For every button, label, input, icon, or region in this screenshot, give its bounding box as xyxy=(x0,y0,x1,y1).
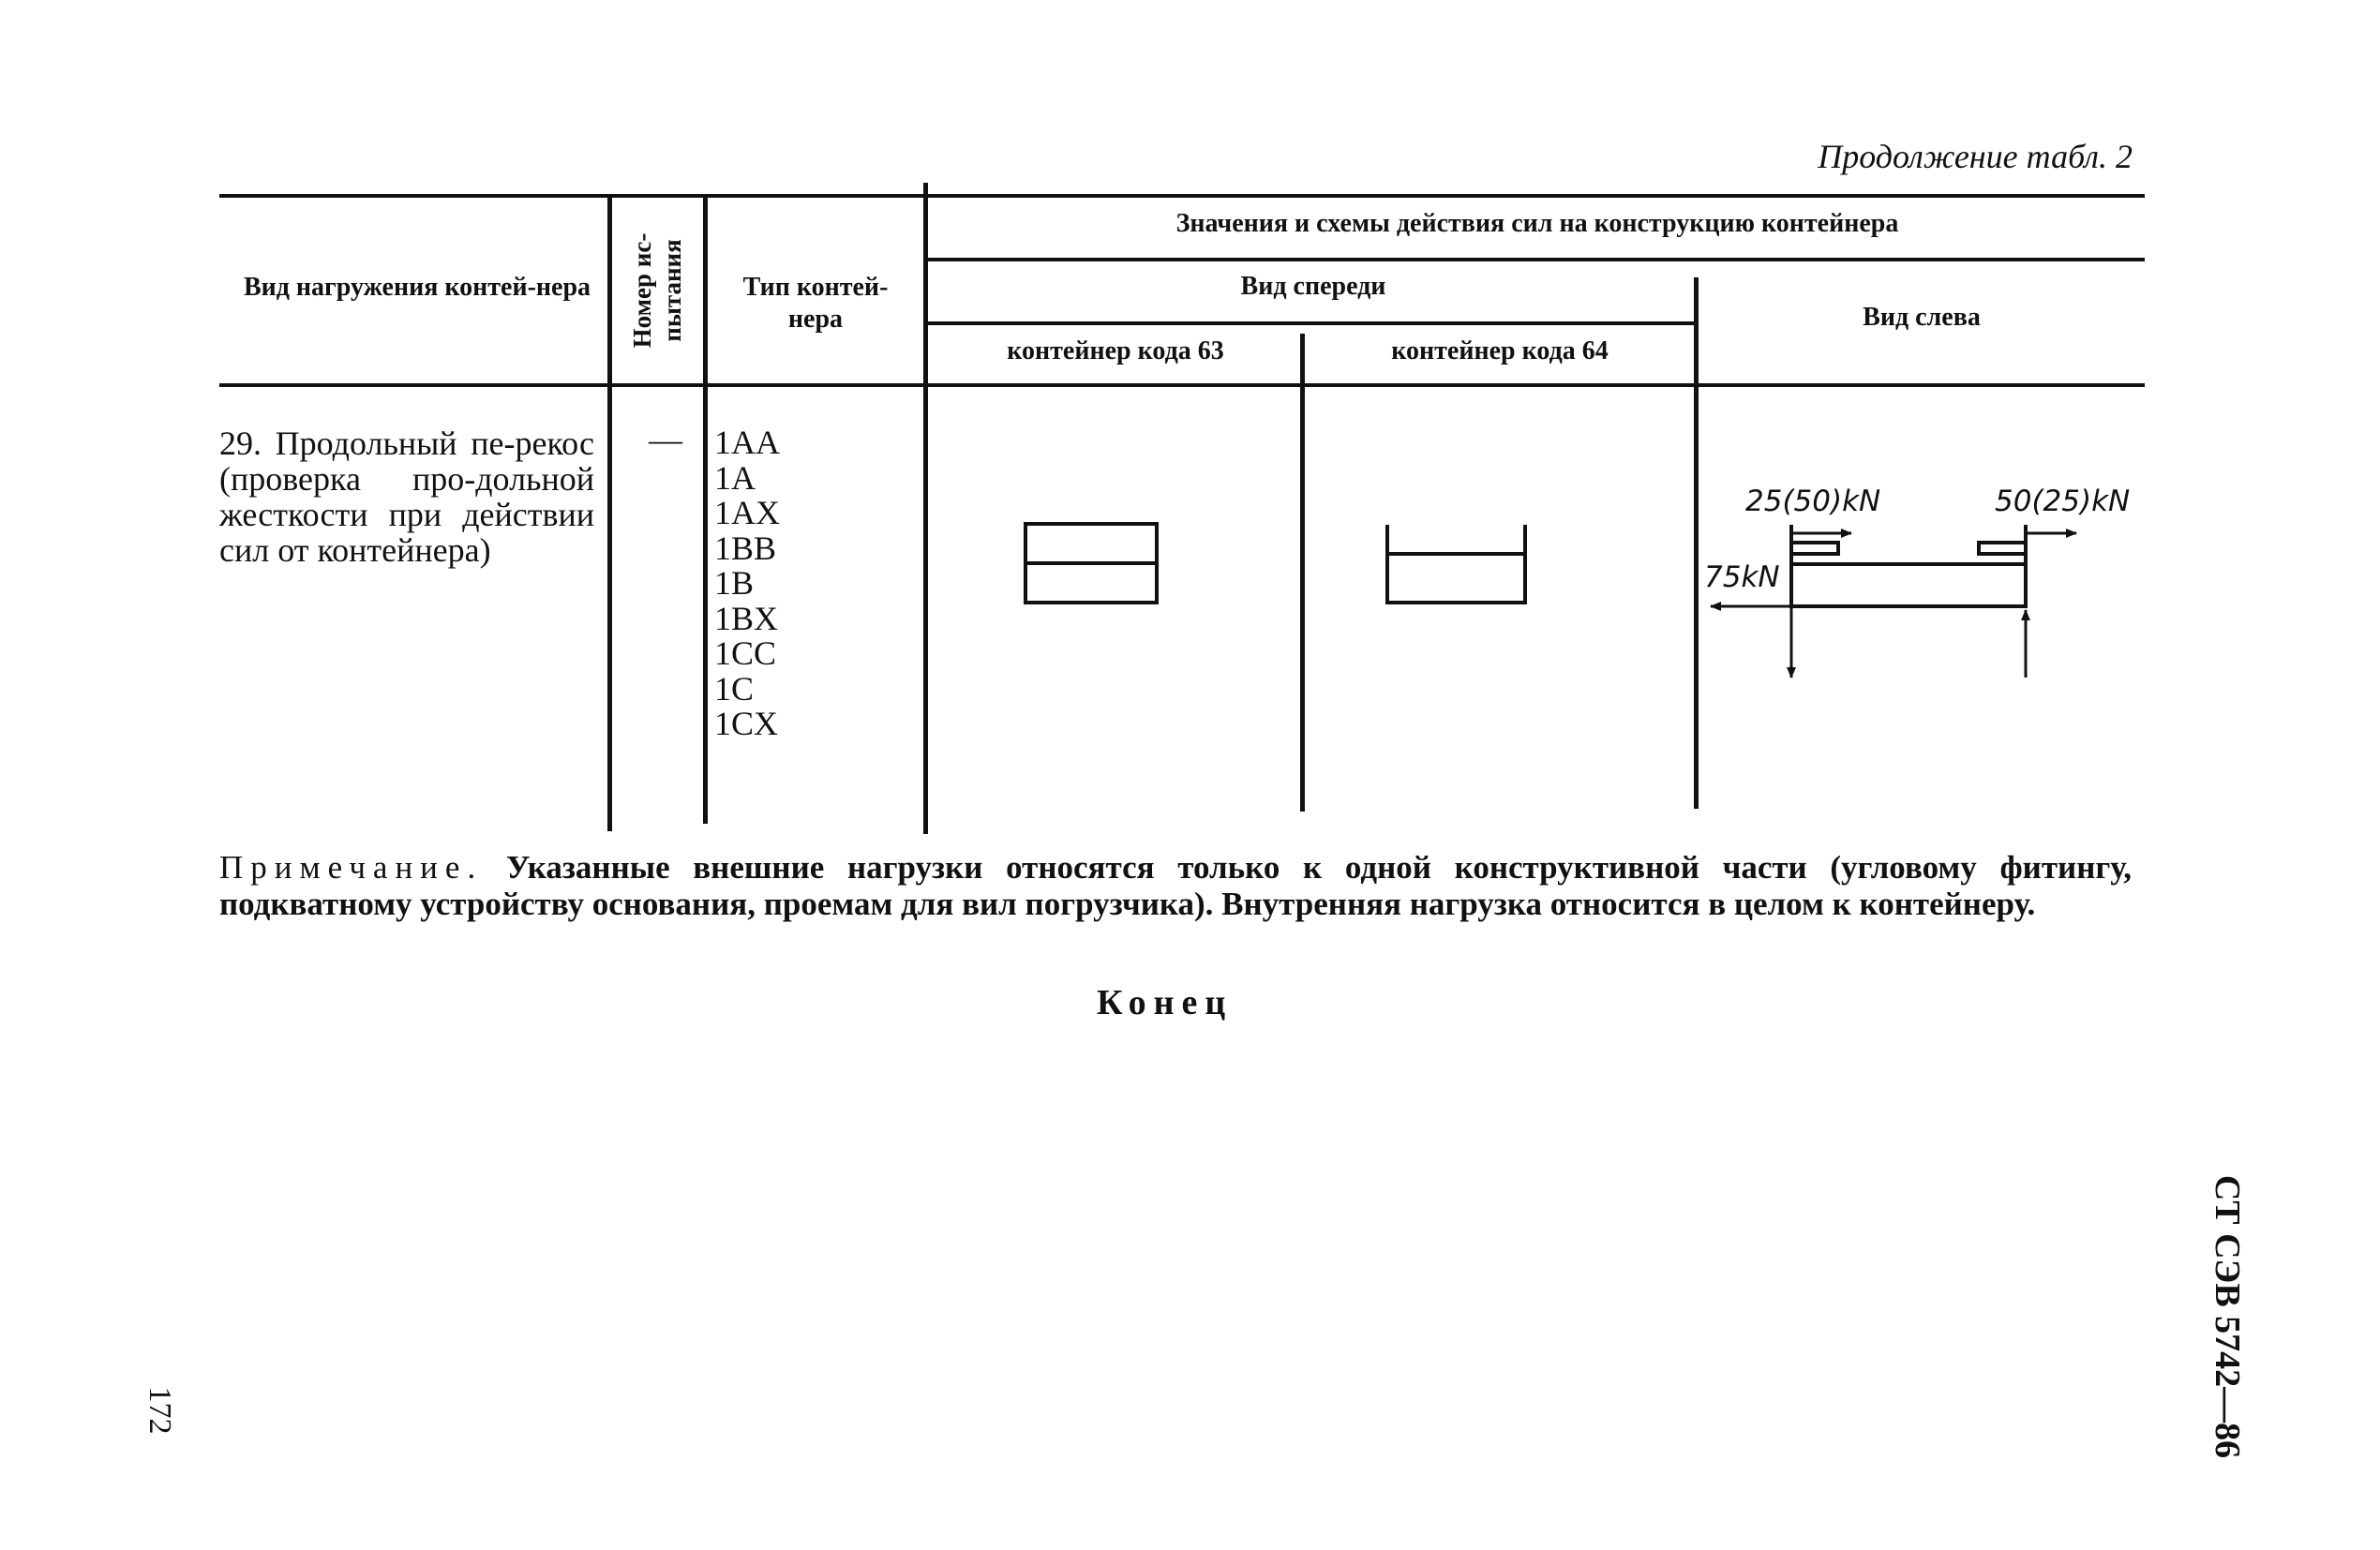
container-type-item: 1CX xyxy=(714,705,779,742)
header-load-type: Вид нагружения контей-нера xyxy=(243,273,591,302)
header-left-view: Вид слева xyxy=(1863,303,1981,332)
table-caption: Продолжение табл. 2 xyxy=(1818,138,2133,175)
container-side-outline xyxy=(1791,564,2026,606)
note-text: Указанные внешние нагрузки относятся только к одной конструктивной части (угловому фитингу, подкватному устройству основания, проемам для вил погрузчика). Внутренняя нагрузка относится в целом к контейнеру. xyxy=(219,849,2133,922)
force-right-label: 50(25)kN xyxy=(1995,484,2131,518)
page-number-text: 172 xyxy=(142,1386,177,1435)
container-type-item: 1C xyxy=(714,669,755,708)
header-values-group: Значения и схемы действия сил на конструкцию контейнера xyxy=(1175,209,1899,238)
force-bottom-label: 75kN xyxy=(1704,560,1780,594)
container-type-item: 1AA xyxy=(714,424,780,461)
header-test-number xyxy=(611,199,703,382)
code64-diagram xyxy=(1383,520,1533,609)
standard-code xyxy=(2189,1148,2266,1485)
row-test-number: — xyxy=(649,421,682,458)
header-test-number-line2: пытания xyxy=(658,239,686,342)
header-code63: контейнер кода 63 xyxy=(1007,336,1224,365)
table-top-rule xyxy=(219,194,2145,198)
right-load-block xyxy=(1979,543,2026,554)
row-load-type: 29. Продольный пе-рекос (проверка про-дольной жесткости при действии сил от контейнера) xyxy=(219,425,594,569)
front-view-rule xyxy=(928,321,1697,325)
col-divider-4 xyxy=(1300,334,1305,812)
container-type-item: 1BX xyxy=(714,599,779,637)
header-bottom-rule xyxy=(219,383,2145,387)
header-test-number-line1: Номер ис- xyxy=(628,232,656,349)
left-load-block xyxy=(1791,543,1838,554)
note-paragraph xyxy=(219,849,2132,922)
container-type-item: 1CC xyxy=(714,634,777,672)
header-front-view: Вид спереди xyxy=(1240,272,1386,301)
col-divider-3 xyxy=(923,183,928,834)
container-type-item: 1AX xyxy=(714,494,780,531)
note-lead: Примечание. xyxy=(219,849,484,886)
left-view-diagram xyxy=(1701,520,2161,689)
container-type-item: 1A xyxy=(714,458,756,497)
header-container-type: Тип контей-нера xyxy=(742,273,889,334)
page-number xyxy=(141,1378,178,1443)
container-type-list xyxy=(714,425,780,742)
header-code64: контейнер кода 64 xyxy=(1391,336,1609,365)
col-divider-2 xyxy=(703,194,708,824)
end-marker: Конец xyxy=(1097,983,1234,1022)
code63-diagram xyxy=(1022,520,1162,609)
container-type-item: 1B xyxy=(714,564,755,602)
standard-code-text: СТ СЭВ 5742—86 xyxy=(2208,1174,2247,1459)
container-type-item: 1BB xyxy=(714,529,777,567)
code64-outline xyxy=(1387,525,1525,603)
values-group-rule xyxy=(928,258,2145,261)
force-left-label: 25(50)kN xyxy=(1745,484,1881,518)
col-divider-5 xyxy=(1694,277,1699,809)
